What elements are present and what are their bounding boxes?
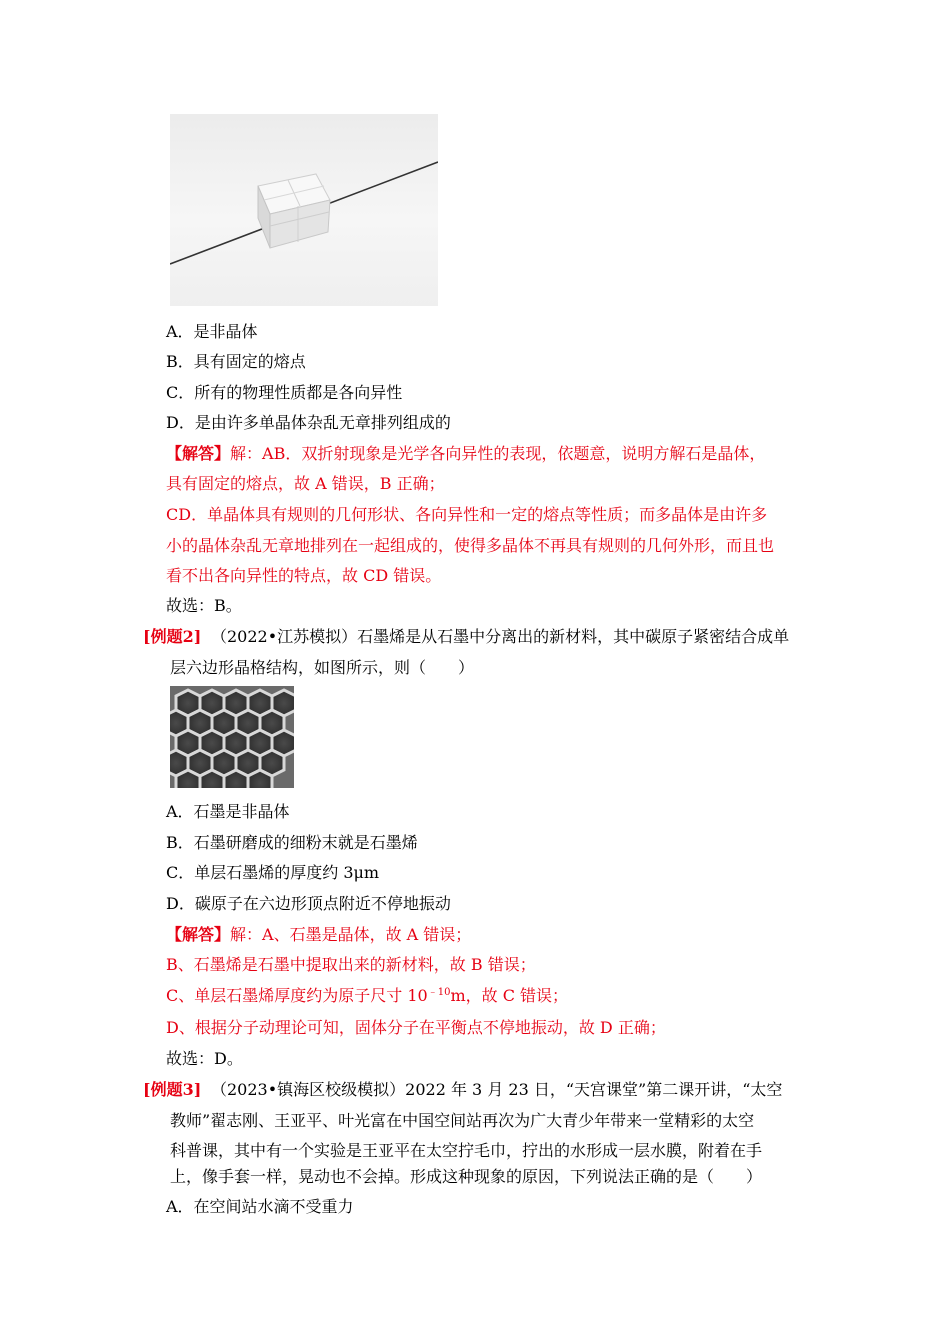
- q2-option-c: C．单层石墨烯的厚度约 3μm: [166, 863, 380, 882]
- q3-line3: 科普课，其中有一个实验是王亚平在太空拧毛巾，拧出的水形成一层水膜，附着在手: [170, 1141, 763, 1160]
- q3-line2: 教师”翟志刚、王亚平、叶光富在中国空间站再次为广大青少年带来一堂精彩的太空: [170, 1111, 755, 1130]
- graphene-lattice-image: [170, 686, 294, 788]
- q2-answer-line1: [166, 925, 471, 945]
- q2-label: [例题2]: [143, 627, 202, 646]
- q1-answer-line4: 小的晶体杂乱无章地排列在一起组成的，使得多晶体不再具有规则的几何外形，而且也: [166, 536, 775, 555]
- q1-answer-line5: 看不出各向异性的特点，故 CD 错误。: [166, 566, 442, 585]
- q1-answer-line2: 具有固定的熔点，故 A 错误，B 正确；: [166, 474, 445, 493]
- q3-label: [例题3]: [143, 1080, 202, 1099]
- q2-answer-line3-post: m，故 C 错误；: [450, 986, 569, 1005]
- q2-option-b: B．石墨研磨成的细粉末就是石墨烯: [166, 833, 418, 852]
- q1-option-c: C．所有的物理性质都是各向异性: [166, 383, 403, 402]
- q1-answer-text1: 解：AB．双折射现象是光学各向异性的表现，依题意，说明方解石是晶体，: [230, 444, 766, 463]
- q2-answer-text1: 解：A、石墨是晶体，故 A 错误；: [230, 925, 472, 944]
- q1-option-a: A．是非晶体: [166, 322, 258, 341]
- graphene-lattice-drawing: [170, 686, 294, 788]
- q2-line1: （2022•江苏模拟）石墨烯是从石墨中分离出的新材料，其中碳原子紧密结合成单: [211, 627, 790, 646]
- q2-answer-line2: B、石墨烯是石墨中提取出来的新材料，故 B 错误；: [166, 955, 536, 974]
- q2-line2: 层六边形晶格结构，如图所示，则（ ）: [170, 658, 475, 677]
- q2-option-d: D．碳原子在六边形顶点附近不停地振动: [166, 894, 451, 913]
- q1-answer-line3: CD．单晶体具有规则的几何形状、各向异性和一定的熔点等性质；而多晶体是由许多: [166, 505, 768, 524]
- q2-option-a: A．石墨是非晶体: [166, 802, 290, 821]
- q3-line1: （2023•镇海区校级模拟）2022 年 3 月 23 日，“天宫课堂”第二课开讲，“太空: [211, 1080, 783, 1099]
- q1-answer-choice: 故选：B。: [166, 596, 242, 615]
- q1-option-b: B．具有固定的熔点: [166, 352, 306, 371]
- calcite-crystal-image: [170, 114, 438, 306]
- q2-answer-line3-pre: C、单层石墨烯厚度约为原子尺寸 10: [166, 986, 428, 1005]
- q1-answer-tag: 【解答】: [166, 444, 231, 463]
- q1-option-d: D．是由许多单晶体杂乱无章排列组成的: [166, 413, 451, 432]
- q3-option-a: A．在空间站水滴不受重力: [166, 1197, 354, 1216]
- q1-answer-line1: [166, 444, 765, 464]
- q2-answer-tag: 【解答】: [166, 925, 231, 944]
- calcite-crystal-drawing: [170, 114, 438, 306]
- q3-line4: 上，像手套一样，晃动也不会掉。形成这种现象的原因，下列说法正确的是（ ）: [170, 1167, 763, 1186]
- q2-answer-line4: D、根据分子动理论可知，固体分子在平衡点不停地振动，故 D 正确；: [166, 1018, 666, 1037]
- q2-answer-choice: 故选：D。: [166, 1049, 243, 1068]
- q2-answer-line3: [166, 986, 568, 1006]
- q2-answer-line3-sup: ﹣10: [427, 987, 451, 998]
